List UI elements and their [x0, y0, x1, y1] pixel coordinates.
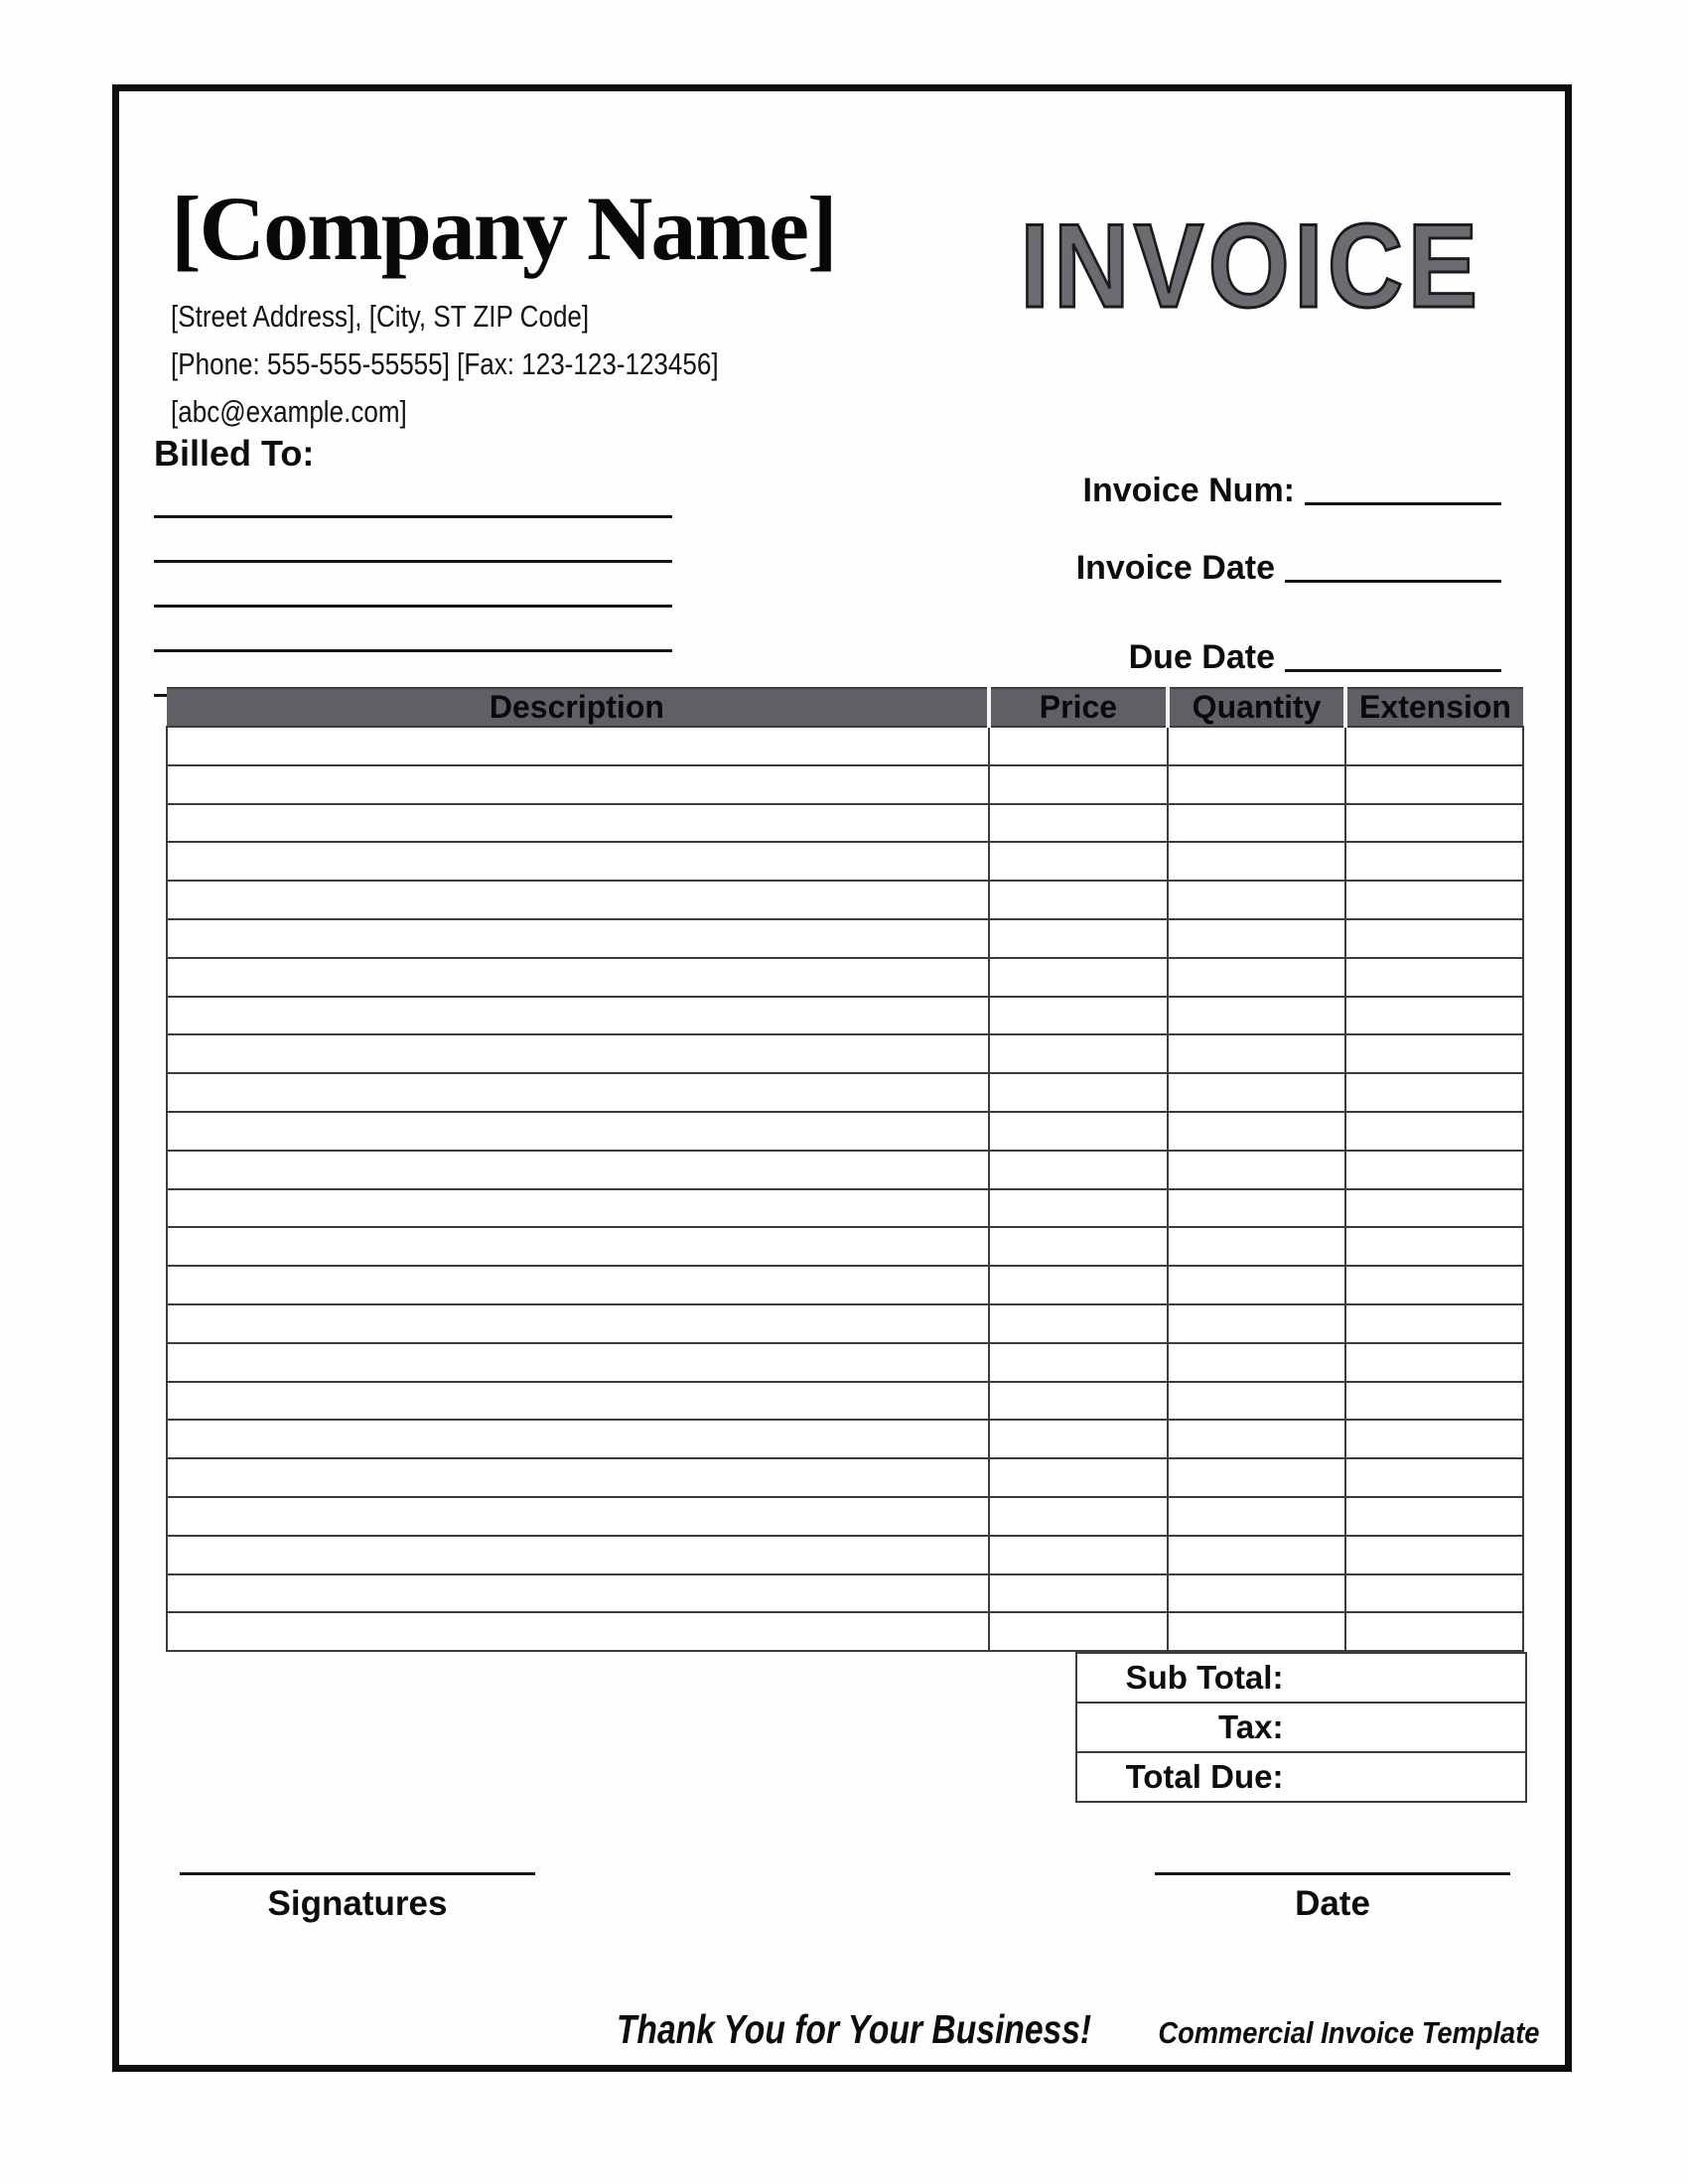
invoice-num-label: Invoice Num: — [1082, 472, 1295, 509]
table-cell[interactable] — [989, 1073, 1168, 1112]
table-row — [167, 1458, 1523, 1497]
table-cell[interactable] — [1168, 1612, 1345, 1651]
table-cell[interactable] — [1345, 958, 1523, 997]
subtotal-label: Sub Total: — [1125, 1659, 1284, 1696]
company-address — [171, 293, 836, 436]
company-address-line1: [Street Address], [City, ST ZIP Code] — [171, 299, 590, 335]
table-cell[interactable] — [167, 1458, 989, 1497]
billed-to-line[interactable] — [154, 518, 672, 563]
table-cell[interactable] — [1168, 1574, 1345, 1613]
table-cell[interactable] — [1168, 1112, 1345, 1151]
footer-template-name: Commercial Invoice Template — [1157, 2015, 1539, 2050]
tax-row — [1077, 1702, 1525, 1751]
table-cell[interactable] — [989, 727, 1168, 765]
table-cell[interactable] — [1168, 881, 1345, 919]
invoice-num-line[interactable] — [1305, 473, 1501, 505]
table-row — [167, 1112, 1523, 1151]
table-cell[interactable] — [989, 1497, 1168, 1536]
table-row — [167, 1151, 1523, 1189]
col-header-extension: Extension — [1345, 688, 1523, 727]
col-header-price: Price — [989, 688, 1168, 727]
signatures-line[interactable] — [180, 1872, 535, 1875]
invoice-date-label: Invoice Date — [1075, 549, 1275, 587]
table-row — [167, 1574, 1523, 1613]
tax-label: Tax: — [1218, 1708, 1284, 1745]
table-cell[interactable] — [167, 727, 989, 765]
table-cell[interactable] — [167, 881, 989, 919]
col-header-quantity: Quantity — [1168, 688, 1345, 727]
table-cell[interactable] — [989, 1189, 1168, 1228]
table-cell[interactable] — [1345, 1227, 1523, 1266]
table-cell[interactable] — [1168, 765, 1345, 804]
signatures-label: Signatures — [267, 1884, 448, 1923]
table-cell[interactable] — [989, 1574, 1168, 1613]
table-cell[interactable] — [989, 1382, 1168, 1421]
table-cell[interactable] — [1168, 958, 1345, 997]
table-cell[interactable] — [167, 919, 989, 958]
table-cell[interactable] — [1345, 997, 1523, 1035]
total-due-row — [1077, 1751, 1525, 1801]
billed-to-line[interactable] — [154, 563, 672, 608]
billed-to-line[interactable] — [154, 474, 672, 518]
table-cell[interactable] — [1345, 1536, 1523, 1574]
table-cell[interactable] — [989, 1034, 1168, 1073]
table-cell[interactable] — [1168, 1420, 1345, 1458]
table-cell[interactable] — [1345, 842, 1523, 881]
tax-value-cell[interactable] — [1283, 1704, 1525, 1751]
company-address-line2: [Phone: 555-555-55555] [Fax: 123-123-123456] — [171, 346, 719, 382]
table-cell[interactable] — [167, 1382, 989, 1421]
table-row — [167, 1034, 1523, 1073]
table-cell[interactable] — [167, 1266, 989, 1304]
invoice-fields — [1076, 469, 1501, 713]
page-frame — [112, 84, 1572, 2072]
table-row — [167, 1420, 1523, 1458]
table-cell[interactable] — [167, 1420, 989, 1458]
table-cell[interactable] — [989, 1227, 1168, 1266]
table-row — [167, 1382, 1523, 1421]
table-cell[interactable] — [1168, 1189, 1345, 1228]
table-cell[interactable] — [1168, 842, 1345, 881]
table-cell[interactable] — [167, 1304, 989, 1343]
table-row — [167, 881, 1523, 919]
table-row — [167, 842, 1523, 881]
table-cell[interactable] — [1168, 919, 1345, 958]
table-cell[interactable] — [1168, 1073, 1345, 1112]
table-row — [167, 919, 1523, 958]
table-cell[interactable] — [167, 997, 989, 1035]
table-row — [167, 1189, 1523, 1228]
table-cell[interactable] — [167, 1536, 989, 1574]
table-cell[interactable] — [167, 1112, 989, 1151]
table-row — [167, 1304, 1523, 1343]
table-cell[interactable] — [1345, 1420, 1523, 1458]
billed-to-label: Billed To: — [154, 433, 315, 474]
table-cell[interactable] — [1345, 1112, 1523, 1151]
table-cell[interactable] — [1168, 1382, 1345, 1421]
table-cell[interactable] — [167, 958, 989, 997]
due-date-row — [1076, 635, 1501, 677]
table-row — [167, 1227, 1523, 1266]
company-address-line3: [abc@example.com] — [171, 394, 407, 430]
items-table — [166, 687, 1524, 1652]
table-cell[interactable] — [989, 1536, 1168, 1574]
table-cell[interactable] — [1345, 804, 1523, 843]
table-cell[interactable] — [1168, 1266, 1345, 1304]
table-cell[interactable] — [989, 919, 1168, 958]
table-cell[interactable] — [1345, 1073, 1523, 1112]
billed-to-line[interactable] — [154, 608, 672, 652]
table-cell[interactable] — [989, 1151, 1168, 1189]
company-block — [171, 179, 836, 436]
table-cell[interactable] — [1345, 1343, 1523, 1382]
table-cell[interactable] — [167, 804, 989, 843]
table-cell[interactable] — [989, 1112, 1168, 1151]
table-cell[interactable] — [1345, 727, 1523, 765]
table-row — [167, 1073, 1523, 1112]
table-cell[interactable] — [167, 1574, 989, 1613]
invoice-date-row — [1076, 546, 1501, 588]
due-date-label: Due Date — [1128, 638, 1275, 676]
table-cell[interactable] — [1168, 1536, 1345, 1574]
table-row — [167, 1497, 1523, 1536]
table-row — [167, 765, 1523, 804]
table-cell[interactable] — [1345, 881, 1523, 919]
table-cell[interactable] — [1345, 1266, 1523, 1304]
table-cell[interactable] — [989, 804, 1168, 843]
table-cell[interactable] — [1168, 1151, 1345, 1189]
table-cell[interactable] — [1168, 727, 1345, 765]
billed-to-lines — [154, 474, 672, 697]
table-cell[interactable] — [989, 881, 1168, 919]
items-table-header-row — [167, 688, 1523, 727]
table-cell[interactable] — [1345, 919, 1523, 958]
table-row — [167, 1536, 1523, 1574]
table-cell[interactable] — [167, 842, 989, 881]
table-cell[interactable] — [1168, 1304, 1345, 1343]
table-cell[interactable] — [167, 765, 989, 804]
subtotal-row — [1077, 1654, 1525, 1702]
table-cell[interactable] — [167, 1189, 989, 1228]
table-cell[interactable] — [989, 1304, 1168, 1343]
table-cell[interactable] — [1168, 1343, 1345, 1382]
table-cell[interactable] — [1345, 1612, 1523, 1651]
table-cell[interactable] — [1345, 765, 1523, 804]
table-cell[interactable] — [1168, 1458, 1345, 1497]
table-cell[interactable] — [989, 1612, 1168, 1651]
total-due-value-cell[interactable] — [1283, 1753, 1525, 1801]
invoice-date-line[interactable] — [1285, 550, 1501, 583]
table-cell[interactable] — [167, 1497, 989, 1536]
company-name: [Company Name] — [171, 178, 836, 279]
table-cell[interactable] — [1345, 1382, 1523, 1421]
invoice-title: INVOICE — [1019, 200, 1481, 333]
date-label: Date — [1295, 1884, 1370, 1923]
table-cell[interactable] — [167, 1343, 989, 1382]
table-row — [167, 1343, 1523, 1382]
table-cell[interactable] — [989, 842, 1168, 881]
table-cell[interactable] — [989, 1420, 1168, 1458]
table-cell[interactable] — [989, 958, 1168, 997]
footer-thank-you: Thank You for Your Business! — [616, 2006, 1092, 2052]
table-cell[interactable] — [1345, 1304, 1523, 1343]
table-cell[interactable] — [1345, 1497, 1523, 1536]
table-cell[interactable] — [1345, 1151, 1523, 1189]
table-cell[interactable] — [1168, 804, 1345, 843]
table-row — [167, 804, 1523, 843]
due-date-line[interactable] — [1285, 639, 1501, 672]
table-cell[interactable] — [989, 1458, 1168, 1497]
table-cell[interactable] — [1345, 1189, 1523, 1228]
table-cell[interactable] — [1345, 1034, 1523, 1073]
table-cell[interactable] — [1345, 1458, 1523, 1497]
table-cell[interactable] — [989, 1343, 1168, 1382]
table-cell[interactable] — [989, 997, 1168, 1035]
table-cell[interactable] — [167, 1227, 989, 1266]
date-line[interactable] — [1155, 1872, 1510, 1875]
col-header-description: Description — [167, 688, 989, 727]
table-cell[interactable] — [167, 1612, 989, 1651]
subtotal-value-cell[interactable] — [1283, 1654, 1525, 1702]
table-cell[interactable] — [989, 1266, 1168, 1304]
table-cell[interactable] — [1168, 1034, 1345, 1073]
table-cell[interactable] — [1168, 997, 1345, 1035]
table-cell[interactable] — [1168, 1227, 1345, 1266]
table-cell[interactable] — [1345, 1574, 1523, 1613]
table-row — [167, 997, 1523, 1035]
invoice-num-row — [1076, 469, 1501, 510]
table-row — [167, 727, 1523, 765]
table-cell[interactable] — [167, 1151, 989, 1189]
table-cell[interactable] — [167, 1034, 989, 1073]
totals-box — [1075, 1652, 1527, 1803]
total-due-label: Total Due: — [1125, 1758, 1284, 1795]
table-cell[interactable] — [989, 765, 1168, 804]
table-row — [167, 958, 1523, 997]
table-cell[interactable] — [1168, 1497, 1345, 1536]
table-row — [167, 1266, 1523, 1304]
table-cell[interactable] — [167, 1073, 989, 1112]
table-row — [167, 1612, 1523, 1651]
